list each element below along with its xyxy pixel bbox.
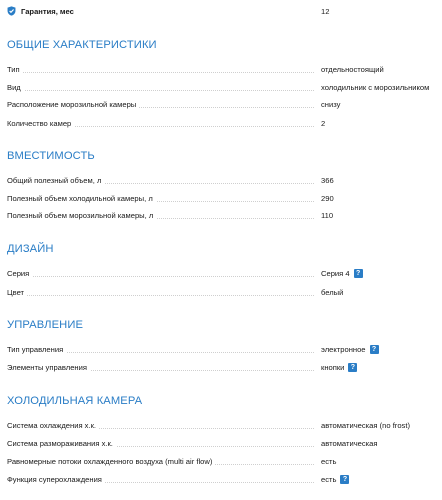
section-title-capacity: ВМЕСТИМОСТЬ — [7, 150, 95, 162]
spec-row — [7, 453, 437, 469]
section-title-general: ОБЩИЕ ХАРАКТЕРИСТИКИ — [7, 39, 157, 51]
spec-label: Тип — [7, 65, 23, 74]
spec-row — [7, 265, 437, 281]
spec-row — [7, 190, 437, 206]
help-icon[interactable]: ? — [340, 475, 349, 484]
spec-row — [7, 115, 437, 131]
spec-label: Равномерные потоки охлажденного воздуха (multi air flow) — [7, 457, 215, 466]
spec-value: автоматическая (no frost) — [321, 420, 410, 430]
spec-row — [7, 284, 437, 300]
dotted-leader — [14, 72, 314, 73]
spec-row-warranty — [7, 3, 437, 19]
spec-label: Цвет — [7, 288, 27, 297]
spec-value: 110 — [321, 210, 334, 220]
spec-value: 2 — [321, 118, 326, 128]
spec-row — [7, 359, 437, 375]
spec-row — [7, 471, 437, 487]
spec-value — [321, 345, 379, 354]
spec-value: белый — [321, 287, 344, 297]
spec-value-text: есть — [321, 474, 337, 484]
spec-value: есть — [321, 456, 337, 466]
spec-value — [321, 475, 349, 484]
spec-label: Система размораживания х.к. — [7, 439, 116, 448]
spec-row — [7, 96, 437, 112]
spec-label: Тип управления — [7, 345, 66, 354]
dotted-leader — [14, 295, 314, 296]
spec-label: Элементы управления — [7, 363, 90, 372]
spec-value — [321, 363, 357, 372]
spec-label: Общий полезный объем, л — [7, 176, 104, 185]
dotted-leader — [14, 90, 314, 91]
help-icon[interactable]: ? — [370, 345, 379, 354]
spec-label: Расположение морозильной камеры — [7, 100, 139, 109]
spec-label: Серия — [7, 269, 32, 278]
spec-value: 290 — [321, 193, 334, 203]
spec-label: Функция суперохлаждения — [7, 475, 105, 484]
section-title-design: ДИЗАЙН — [7, 243, 54, 255]
spec-row — [7, 79, 437, 95]
shield-check-icon — [7, 6, 16, 16]
spec-value: холодильник с морозильником — [321, 82, 430, 92]
help-icon[interactable]: ? — [354, 269, 363, 278]
spec-value: 366 — [321, 175, 334, 185]
spec-row — [7, 172, 437, 188]
spec-row — [7, 417, 437, 433]
section-title-fridge: ХОЛОДИЛЬНАЯ КАМЕРА — [7, 395, 143, 407]
spec-row — [7, 207, 437, 223]
help-icon[interactable]: ? — [348, 363, 357, 372]
spec-row — [7, 61, 437, 77]
spec-value-text: кнопки — [321, 362, 345, 372]
spec-value: снизу — [321, 99, 341, 109]
spec-value-text: Серия 4 — [321, 268, 350, 278]
spec-label: Вид — [7, 83, 24, 92]
spec-value: 12 — [321, 6, 330, 16]
spec-value — [321, 269, 363, 278]
spec-label: Полезный объем морозильной камеры, л — [7, 211, 156, 220]
spec-label: Гарантия, мес — [21, 7, 77, 16]
spec-row — [7, 435, 437, 451]
spec-row — [7, 341, 437, 357]
spec-label: Количество камер — [7, 119, 74, 128]
spec-value: отдельностоящий — [321, 64, 384, 74]
spec-value: автоматическая — [321, 438, 378, 448]
dotted-leader — [14, 276, 314, 277]
spec-label: Система охлаждения х.к. — [7, 421, 99, 430]
spec-label: Полезный объем холодильной камеры, л — [7, 194, 156, 203]
spec-value-text: электронное — [321, 344, 366, 354]
section-title-control: УПРАВЛЕНИЕ — [7, 319, 84, 331]
